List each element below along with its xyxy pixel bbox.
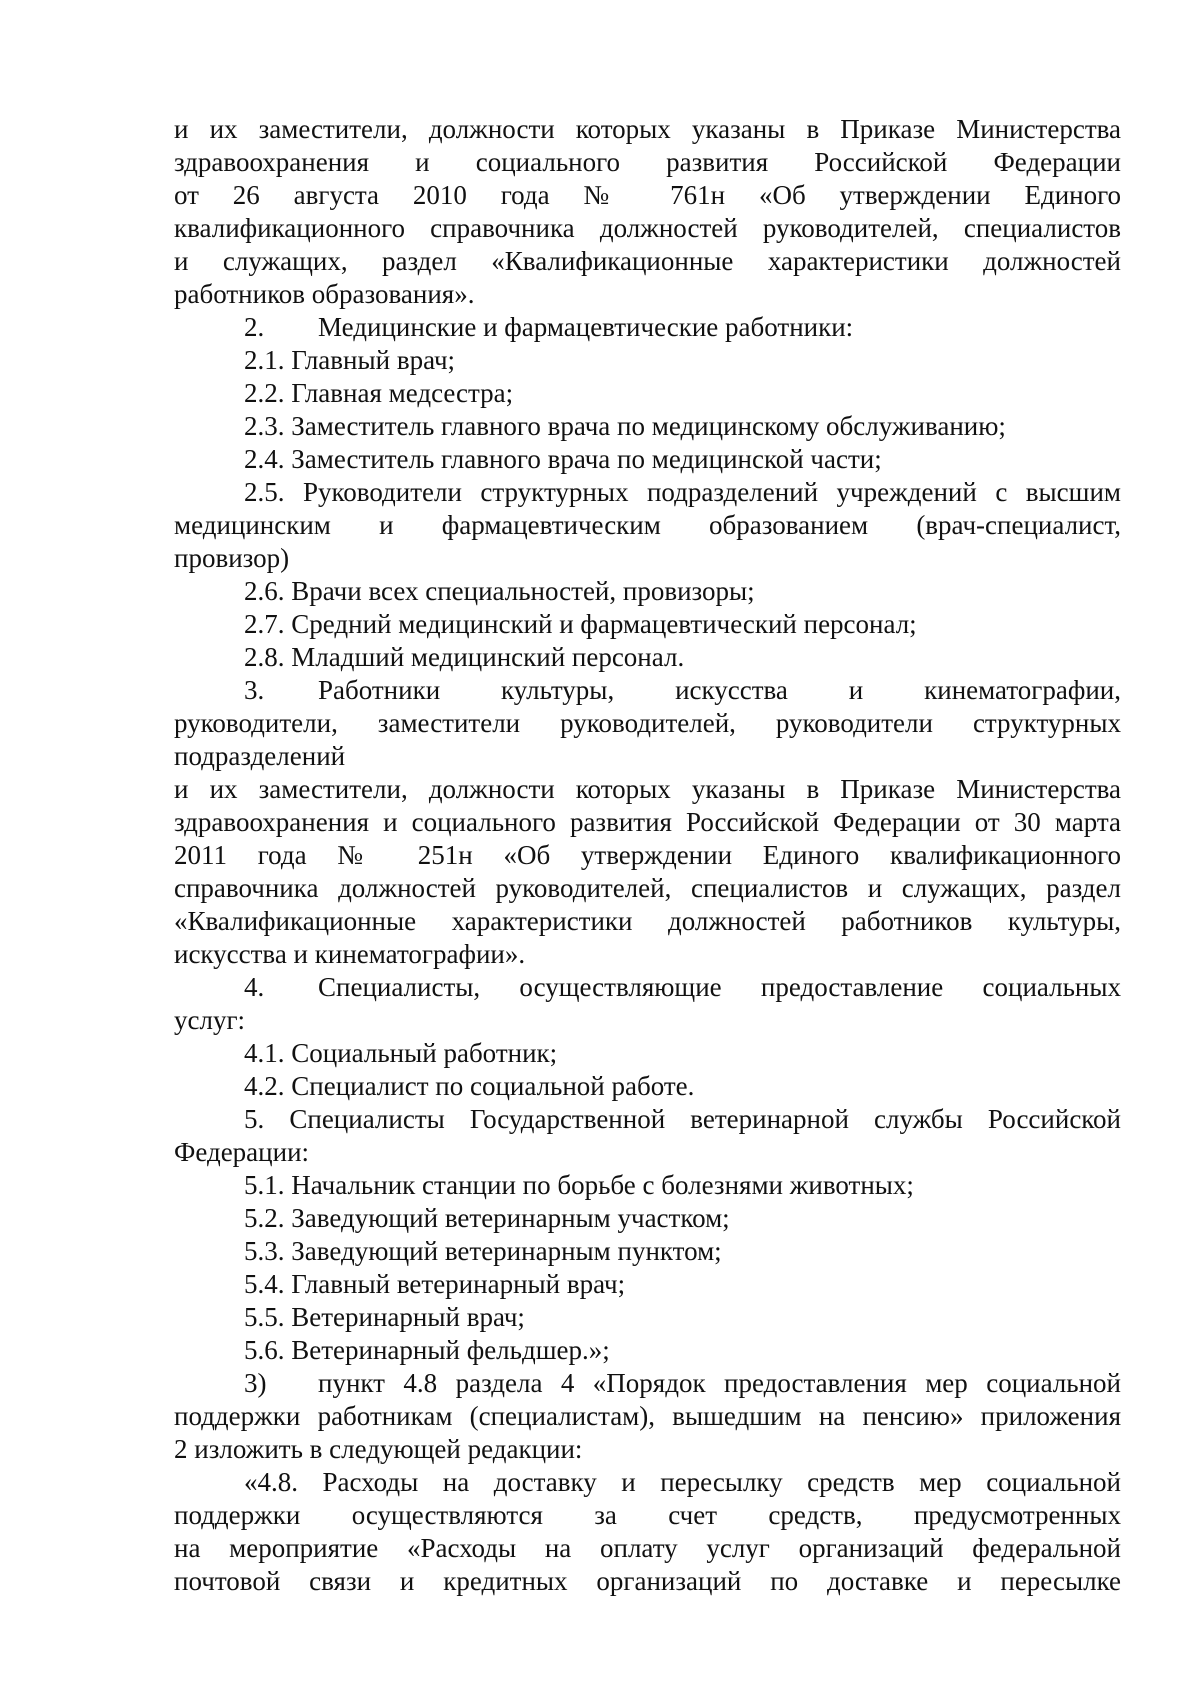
line-text: 5.6. Ветеринарный фельдшер.»; (244, 1335, 610, 1365)
text-line (174, 1466, 1121, 1499)
line-text: и их заместители, должности которых указаны в Приказе Министерства (174, 774, 1121, 804)
text-line (174, 311, 1121, 344)
document-body (174, 113, 1121, 1598)
line-text: 2.5. Руководители структурных подразделений учреждений с высшим (244, 477, 1121, 507)
text-line (174, 641, 1121, 674)
line-text: 5.1. Начальник станции по борьбе с болезнями животных; (244, 1170, 914, 1200)
text-line (174, 410, 1121, 443)
line-text: 2.2. Главная медсестра; (244, 378, 514, 408)
line-text: 2.7. Средний медицинский и фармацевтический персонал; (244, 609, 917, 639)
text-line (174, 839, 1121, 872)
line-text: почтовой связи и кредитных организаций по доставке и пересылке (174, 1566, 1121, 1596)
text-line (174, 1070, 1121, 1103)
line-text: здравоохранения и социального развития Российской Федерации (174, 147, 1121, 177)
line-text: 5.3. Заведующий ветеринарным пунктом; (244, 1236, 722, 1266)
text-line (174, 443, 1121, 476)
list-number: 2. (244, 312, 265, 342)
text-line (174, 905, 1121, 938)
line-text: 5.4. Главный ветеринарный врач; (244, 1269, 626, 1299)
line-text: провизор) (174, 543, 290, 573)
text-line (174, 1235, 1121, 1268)
text-line (174, 1268, 1121, 1301)
text-line (174, 806, 1121, 839)
line-text: и их заместители, должности которых указаны в Приказе Министерства (174, 114, 1121, 144)
text-line (174, 245, 1121, 278)
line-text: справочника должностей руководителей, специалистов и служащих, раздел (174, 873, 1121, 903)
line-text: Федерации: (174, 1137, 310, 1167)
text-line (174, 872, 1121, 905)
line-text: 2.3. Заместитель главного врача по медицинскому обслуживанию; (244, 411, 1006, 441)
text-line (174, 146, 1121, 179)
list-number: 3. (244, 675, 265, 705)
text-line (174, 1169, 1121, 1202)
text-line (174, 278, 1121, 311)
line-text: поддержки работникам (специалистам), вышедшим на пенсию» приложения (174, 1401, 1121, 1431)
line-text: 4.1. Социальный работник; (244, 1038, 558, 1068)
line-text: подразделений (174, 741, 346, 771)
text-line (174, 1301, 1121, 1334)
text-line (174, 476, 1121, 509)
text-line (174, 1400, 1121, 1433)
line-text: медицинским и фармацевтическим образованием (врач-специалист, (174, 510, 1121, 540)
text-line (174, 377, 1121, 410)
text-line (174, 509, 1121, 542)
text-line (174, 1004, 1121, 1037)
text-line (174, 1202, 1121, 1235)
list-number: 4. (244, 972, 265, 1002)
line-text: руководители, заместители руководителей, руководители структурных (174, 708, 1121, 738)
text-line (174, 773, 1121, 806)
list-number: 3) (244, 1368, 267, 1398)
line-text: 5. Специалисты Государственной ветеринарной службы Российской (244, 1104, 1121, 1134)
line-text: 2 изложить в следующей редакции: (174, 1434, 583, 1464)
line-text: 2.6. Врачи всех специальностей, провизоры; (244, 576, 755, 606)
text-line (174, 212, 1121, 245)
text-line (174, 740, 1121, 773)
line-text: 4.2. Специалист по социальной работе. (244, 1071, 695, 1101)
line-text: и служащих, раздел «Квалификационные характеристики должностей (174, 246, 1121, 276)
line-text: от 26 августа 2010 года № 761н «Об утверждении Единого (174, 180, 1121, 210)
text-line (174, 1136, 1121, 1169)
text-line (174, 938, 1121, 971)
text-line (174, 1499, 1121, 1532)
text-line (174, 113, 1121, 146)
line-text: Медицинские и фармацевтические работники: (318, 312, 854, 342)
line-text: искусства и кинематографии». (174, 939, 526, 969)
line-text: «4.8. Расходы на доставку и пересылку средств мер социальной (244, 1467, 1121, 1497)
text-line (174, 1037, 1121, 1070)
text-line (174, 1532, 1121, 1565)
text-line (174, 1367, 1121, 1400)
text-line (174, 674, 1121, 707)
text-line (174, 1103, 1121, 1136)
line-text: 2.4. Заместитель главного врача по медицинской части; (244, 444, 882, 474)
text-line (174, 971, 1121, 1004)
line-text: 5.5. Ветеринарный врач; (244, 1302, 525, 1332)
line-text: 2.1. Главный врач; (244, 345, 456, 375)
text-line (174, 344, 1121, 377)
line-text: пункт 4.8 раздела 4 «Порядок предоставления мер социальной (318, 1368, 1121, 1398)
line-text: услуг: (174, 1005, 246, 1035)
text-line (174, 542, 1121, 575)
line-text: 2011 года № 251н «Об утверждении Единого квалификационного (174, 840, 1121, 870)
line-text: на мероприятие «Расходы на оплату услуг организаций федеральной (174, 1533, 1121, 1563)
text-line (174, 608, 1121, 641)
text-line (174, 1334, 1121, 1367)
text-line (174, 179, 1121, 212)
line-text: квалификационного справочника должностей руководителей, специалистов (174, 213, 1121, 243)
text-line (174, 575, 1121, 608)
text-line (174, 707, 1121, 740)
line-text: Работники культуры, искусства и кинематографии, (318, 675, 1121, 705)
line-text: 2.8. Младший медицинский персонал. (244, 642, 685, 672)
line-text: «Квалификационные характеристики должностей работников культуры, (174, 906, 1121, 936)
text-line (174, 1433, 1121, 1466)
line-text: поддержки осуществляются за счет средств, предусмотренных (174, 1500, 1121, 1530)
line-text: работников образования». (174, 279, 475, 309)
text-line (174, 1565, 1121, 1598)
line-text: Специалисты, осуществляющие предоставление социальных (318, 972, 1121, 1002)
line-text: здравоохранения и социального развития Российской Федерации от 30 марта (174, 807, 1121, 837)
line-text: 5.2. Заведующий ветеринарным участком; (244, 1203, 730, 1233)
